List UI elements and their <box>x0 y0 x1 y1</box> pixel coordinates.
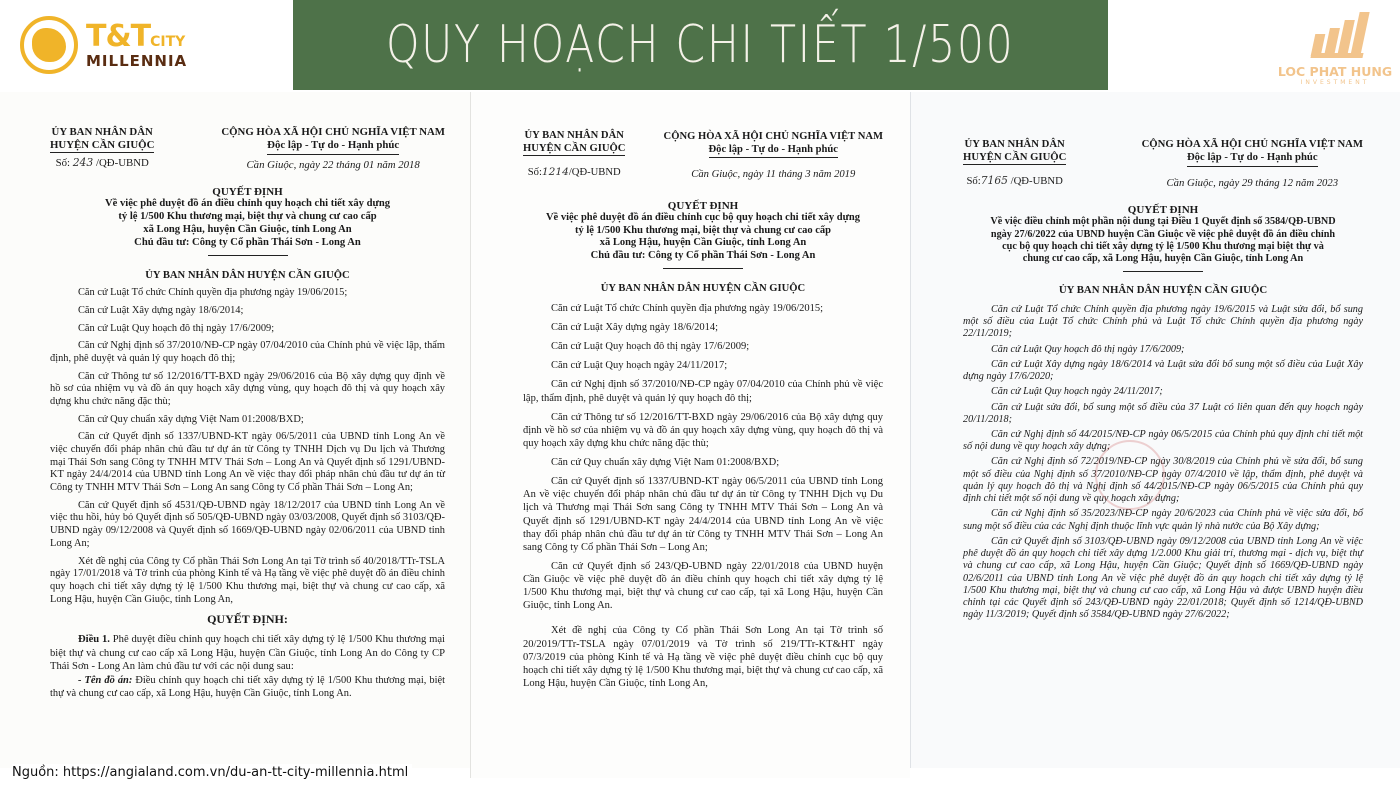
decision-subject: Về việc phê duyệt đồ án điều chỉnh quy hoạch chi tiết xây dựng tỷ lệ 1/500 Khu thương mại, biệt thự và chung cư cao cấp xã Long Hậu, huyện Cần Giuộc, tỉnh Long An Chủ đầu tư: Công ty Cổ phần Thái Sơn - Long An <box>104 198 391 249</box>
legal-basis: Căn cứ Nghị định số 44/2015/NĐ-CP ngày 06/5/2015 của Chính phủ quy định chi tiết một số nội dung về quy hoạch xây dựng; <box>963 428 1363 453</box>
issuing-authority <box>523 130 625 182</box>
project-name-item: - Tên đồ án: Điều chỉnh quy hoạch chi tiết xây dựng tỷ lệ 1/500 Khu thương mại, biệt thự và chung cư cao cấp, xã Long Hậu, huyện Cần Giuộc, tỉnh Long An. <box>50 674 445 699</box>
legal-basis: Căn cứ Luật Quy hoạch ngày 24/11/2017; <box>551 360 728 372</box>
legal-basis: Căn cứ Luật Xây dựng ngày 18/6/2014; <box>551 322 719 334</box>
legal-basis: Căn cứ Luật Xây dựng ngày 18/6/2014 và Luật sửa đổi bổ sung một số điều của Luật Xây dựng ngày 17/6/2020; <box>963 358 1363 383</box>
org-line-2: HUYỆN CẦN GIUỘC <box>523 143 625 157</box>
decision-subject: Về việc phê duyệt đồ án điều chỉnh cục bộ quy hoạch chi tiết xây dựng tỷ lệ 1/500 Khu thương mại, biệt thự và chung cư cao cấp xã Long Hậu, huyện Cần Giuộc, tỉnh Long An Chủ đầu tư: Công ty Cổ phần Thái Sơn - Long An <box>545 211 861 262</box>
decision-number: Số:1214/QĐ-UBND <box>527 166 621 179</box>
org-line-2: HUYỆN CẦN GIUỘC <box>50 138 155 151</box>
legal-basis: Căn cứ Luật Quy hoạch đô thị ngày 17/6/2009; <box>551 341 750 353</box>
source-credit: Nguồn: https://angialand.com.vn/du-an-tt-city-millennia.html <box>12 764 412 782</box>
nation-name: CỘNG HÒA XÃ HỘI CHỦ NGHĨA VIỆT NAM <box>663 131 883 142</box>
decision-heading: QUYẾT ĐỊNH: <box>207 612 288 627</box>
legal-basis: Căn cứ Luật sửa đổi, bổ sung một số điều của 37 Luật có liên quan đến quy hoạch ngày 20/11/2018; <box>963 401 1363 425</box>
nation-name: CỘNG HÒA XÃ HỘI CHỦ NGHĨA VIỆT NAM <box>1141 138 1363 150</box>
authority-heading: ỦY BAN NHÂN DÂN HUYỆN CẦN GIUỘC <box>600 282 806 294</box>
legal-basis: Căn cứ Nghị định số 72/2019/NĐ-CP ngày 30/8/2019 của Chính phủ về sửa đổi, bổ sung một số điều của Nghị định số 37/2010/NĐ-CP ngày 07/4/2010 về lập, thẩm định, phê duyệt và quản lý quy hoạch đô thị và Nghị định số 44/2015/NĐ-CP ngày 06/5/2015 của Chính phủ quy định chi tiết một số nội dung về quy hoạch xây dựng; <box>963 456 1363 505</box>
authority-heading: ỦY BAN NHÂN DÂN HUYỆN CẦN GIUỘC <box>1058 283 1268 296</box>
decision-title: QUYẾT ĐỊNH <box>1127 204 1199 217</box>
motto: Độc lập - Tự do - Hạnh phúc <box>267 139 399 154</box>
brand-sub: MILLENNIA <box>86 51 188 70</box>
nation-name: CỘNG HÒA XÃ HỘI CHỦ NGHĨA VIỆT NAM <box>221 126 445 138</box>
legal-basis: Căn cứ Nghị định số 35/2023/NĐ-CP ngày 20/6/2023 của Chính phủ về việc sửa đổi, bổ sung một số điều của các Nghị định thuộc lĩnh vực quản lý nhà nước của Bộ Xây dựng; <box>963 508 1363 532</box>
legal-basis: Căn cứ Luật Quy hoạch đô thị ngày 17/6/2009; <box>78 322 275 334</box>
decision-document-2019 <box>470 92 910 778</box>
page-title: QUY HOẠCH CHI TIẾT 1/500 <box>386 15 1015 75</box>
legal-basis: Căn cứ Quyết định số 4531/QĐ-UBND ngày 18/12/2017 của UBND tỉnh Long An về việc thu hồi, hủy bỏ Quyết định số 505/QĐ-UBND ngày 03/03/2008, Quyết định số 3103/QĐ-UBND ngày 09/12/2008 và Quyết định số 1669/QĐ-UBND ngày 02/06/2011 của UBND tỉnh Long An; <box>50 499 445 549</box>
decision-number: Số: 243 /QĐ-UBND <box>55 155 149 169</box>
proposal: Xét đề nghị của Công ty Cổ phần Thái Sơn Long An tại Tờ trình số 20/2019/TTr-TSLA ngày 07/01/2019 và Tờ trình số 219/TTr-KT&HT ngày 07/3/2019 của phòng Kinh tế và Hạ tầng về việc phê duyệt điều chỉnh cục bộ quy hoạch chi tiết xây dựng tỷ lệ 1/500 Khu thương mại, biệt thự và chung cư cao cấp, xã Long Hậu, huyện Cần Giuộc, tỉnh Long An, <box>523 625 883 689</box>
decision-title: QUYẾT ĐỊNH <box>667 199 739 212</box>
legal-basis: Căn cứ Quyết định số 1337/UBND-KT ngày 06/5/2011 của UBND tỉnh Long An về việc chuyển đổi pháp nhân chủ đầu tư dự án từ Công ty TNHH Dịch vụ Du lịch và Thương mại Thái Sơn sang Công ty TNHH MTV Thái Sơn – Long An và Quyết định số 1291/UBND-KT ngày 24/4/2014 của UBND tỉnh Long An về việc thay đổi pháp nhân chủ đầu tư dự án từ Công ty TNHH MTV Thái Sơn – Long An sang Công ty Cổ phần Thái Sơn – Long An; <box>523 476 883 553</box>
legal-basis: Căn cứ Luật Quy hoạch đô thị ngày 17/6/2009; <box>991 343 1185 355</box>
place-date: Cần Giuộc, ngày 22 tháng 01 năm 2018 <box>246 158 420 171</box>
authority-heading: ỦY BAN NHÂN DÂN HUYỆN CẦN GIUỘC <box>145 270 350 282</box>
article-1: Điều 1. Phê duyệt điều chỉnh quy hoạch chi tiết xây dựng tỷ lệ 1/500 Khu thương mại biệt thự và chung cư cao cấp xã Long Hậu, huyện Cần Giuộc, tỉnh Long An do Công ty CP Thái Sơn - Long An làm chủ đầu tư với các nội dung sau: <box>50 634 446 672</box>
national-header <box>221 126 445 172</box>
tt-city-millennia-logo <box>20 10 220 80</box>
divider <box>208 255 288 256</box>
decision-number: Số:7165 /QĐ-UBND <box>966 173 1063 187</box>
divider <box>663 268 743 269</box>
org-line-1: ỦY BAN NHÂN DÂN <box>51 126 153 138</box>
national-header <box>664 130 883 182</box>
tiger-head-icon <box>20 16 78 74</box>
lph-sub: INVESTMENT <box>1300 79 1370 86</box>
org-line-1: ỦY BAN NHÂN DÂN <box>964 138 1065 150</box>
brand-suffix: CITY <box>150 33 186 50</box>
loc-phat-hung-logo <box>1275 12 1395 92</box>
legal-basis: Căn cứ Quyết định số 243/QĐ-UBND ngày 22/01/2018 của UBND huyện Cần Giuộc về việc phê duyệt đồ án điều chỉnh quy hoạch chi tiết xây dựng tỷ lệ 1/500 Khu thương mại, biệt thự và chung cư cao cấp, tại xã Long Hậu, huyện Cần Giuộc, tỉnh Long An. <box>523 560 883 612</box>
brand-main: T&T <box>86 18 151 54</box>
proposal: Xét đề nghị của Công ty Cổ phần Thái Sơn Long An tại Tờ trình số 40/2018/TTr-TSLA ngày 17/01/2018 và Tờ trình của phòng Kinh tế và Hạ tầng về việc phê duyệt đồ án điều chỉnh quy hoạch chi tiết xây dựng tỷ lệ 1/500 Khu thương mại, biệt thự và chung cư cao cấp, xã Long Hậu, huyện Cần Giuộc, tỉnh Long An, <box>50 555 445 605</box>
red-seal-stamp <box>1095 440 1165 510</box>
legal-basis: Căn cứ Luật Tổ chức Chính quyền địa phương ngày 19/06/2015; <box>551 302 824 314</box>
legal-basis: Căn cứ Nghị định số 37/2010/NĐ-CP ngày 07/04/2010 của Chính phủ về việc lập, thẩm định, phê duyệt và quản lý quy hoạch đô thị; <box>50 340 445 364</box>
decision-title: QUYẾT ĐỊNH <box>212 186 283 199</box>
place-date: Cần Giuộc, ngày 11 tháng 3 năm 2019 <box>691 169 856 181</box>
org-line-1: ỦY BAN NHÂN DÂN <box>524 130 624 141</box>
divider <box>1123 271 1203 272</box>
decision-document-2018 <box>0 92 470 768</box>
legal-basis: Căn cứ Thông tư số 12/2016/TT-BXD ngày 29/06/2016 của Bộ xây dựng quy định về hồ sơ của nhiệm vụ và đồ án quy hoạch xây dựng vùng, quy hoạch đô thị và quy hoạch xây dựng khu chức năng đặc thù; <box>523 411 883 449</box>
motto: Độc lập - Tự do - Hạnh phúc <box>1187 151 1318 166</box>
legal-basis: Căn cứ Thông tư số 12/2016/TT-BXD ngày 29/06/2016 của Bộ xây dựng quy định về hồ sơ của nhiệm vụ và đồ án quy hoạch xây dựng vùng, quy hoạch đô thị và quy hoạch xây dựng khu chức năng đặc thù; <box>50 370 445 407</box>
org-line-2: HUYỆN CẦN GIUỘC <box>963 150 1067 163</box>
national-header <box>1142 138 1363 190</box>
legal-basis: Căn cứ Luật Xây dựng ngày 18/6/2014; <box>78 304 244 316</box>
legal-basis: Căn cứ Nghị định số 37/2010/NĐ-CP ngày 07/04/2010 của Chính phủ về việc lập, thẩm định, phê duyệt và quản lý quy hoạch đô thị; <box>523 379 883 404</box>
place-date: Cần Giuộc, ngày 29 tháng 12 năm 2023 <box>1166 176 1339 189</box>
issuing-authority <box>50 126 154 172</box>
legal-basis: Căn cứ Luật Tổ chức Chính quyền địa phương ngày 19/6/2015 và Luật sửa đổi, bổ sung một số điều của Luật Tổ chức Chính phủ và Luật Tổ chức Chính quyền địa phương ngày 22/11/2019; <box>963 303 1363 340</box>
legal-basis: Căn cứ Quy chuẩn xây dựng Việt Nam 01:2008/BXD; <box>78 413 304 425</box>
legal-basis: Căn cứ Quyết định số 3103/QĐ-UBND ngày 09/12/2008 của UBND tỉnh Long An về việc phê duyệt đồ án quy hoạch chi tiết xây dựng 1/2.000 Khu giải trí, thương mại - dịch vụ, biệt thự và chung cư cao cấp, xã Long Hậu, huyện Cần Giuộc; Quyết định số 1669/QĐ-UBND ngày 02/6/2011 của UBND tỉnh Long An về việc phê duyệt đồ án quy hoạch chi tiết xây dựng tỷ lệ 1/500 Khu thương mại, biệt thự và chung cư cao cấp, xã Long Hậu và được UBND huyện điều chỉnh tại các Quyết định số 243/QĐ-UBND ngày 22/01/2018; Quyết định số 1214/QĐ-UBND ngày 11/3/2019; Quyết định số 3584/QĐ-UBND ngày 27/6/2022; <box>963 535 1363 621</box>
decision-document-2023 <box>910 92 1400 768</box>
bar-chart-lh-icon <box>1305 12 1365 62</box>
motto: Độc lập - Tự do - Hạnh phúc <box>709 143 839 158</box>
legal-basis: Căn cứ Quyết định số 1337/UBND-KT ngày 06/5/2011 của UBND tỉnh Long An về việc chuyển đổi pháp nhân chủ đầu tư dự án từ Công ty TNHH Dịch vụ Du lịch và Thương mại Thái Sơn sang Công ty TNHH MTV Thái Sơn – Long An và Quyết định số 1291/UBND-KT ngày 24/4/2014 của UBND tỉnh Long An về việc thay đổi pháp nhân chủ đầu tư dự án từ Công ty TNHH MTV Thái Sơn – Long An sang Công ty Cổ phần Thái Sơn – Long An; <box>50 431 445 494</box>
title-banner <box>293 0 1108 90</box>
issuing-authority <box>963 138 1066 190</box>
legal-basis: Căn cứ Luật Tổ chức Chính quyền địa phương ngày 19/06/2015; <box>78 287 348 299</box>
decision-subject: Về việc điều chỉnh một phần nội dung tại Điều 1 Quyết định số 3584/QĐ-UBND ngày 27/6/2022 của UBND huyện Cần Giuộc về việc phê duyệt đồ án điều chỉnh cục bộ quy hoạch chi tiết xây dựng tỷ lệ 1/500 Khu thương mại biệt thự và chung cư cao cấp, xã Long Hậu, huyện Cần Giuộc, tỉnh Long An <box>990 216 1336 265</box>
legal-basis: Căn cứ Quy chuẩn xây dựng Việt Nam 01:2008/BXD; <box>551 457 780 469</box>
lph-name: LOC PHAT HUNG <box>1277 64 1393 79</box>
legal-basis: Căn cứ Luật Quy hoạch ngày 24/11/2017; <box>991 386 1163 398</box>
